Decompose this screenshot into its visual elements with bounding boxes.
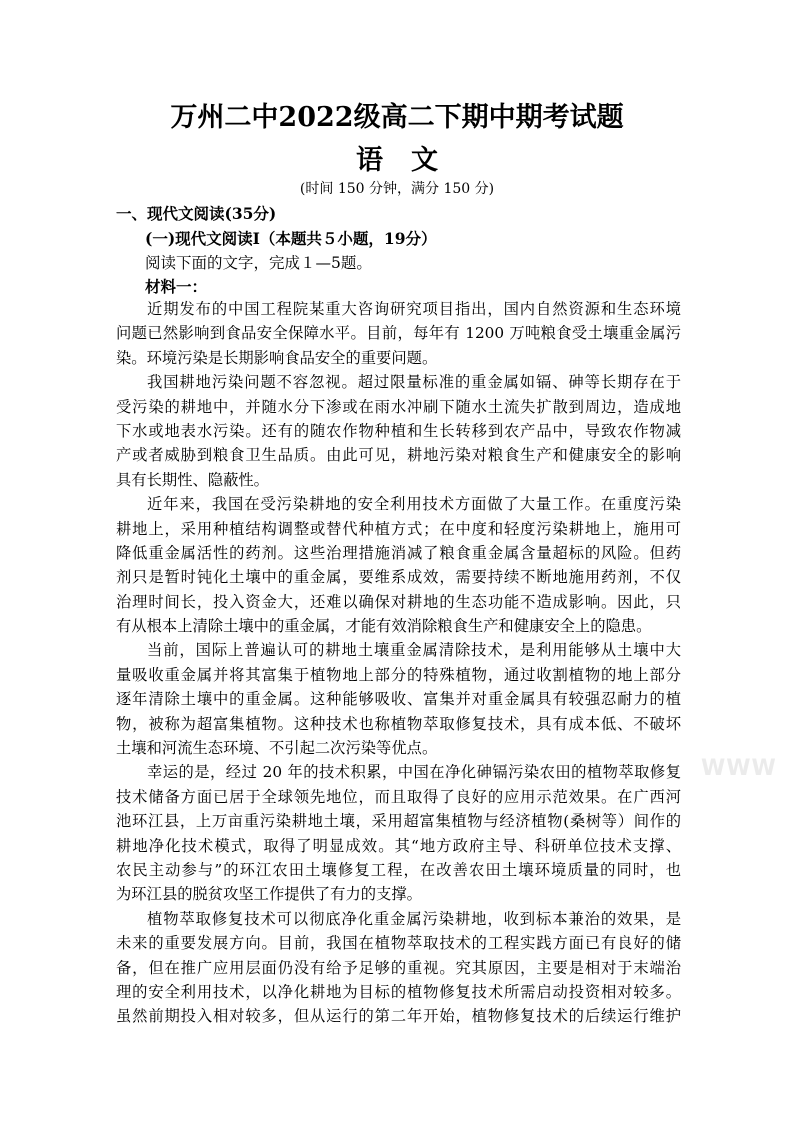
paragraph-line: 理的安全利用技术，以净化耕地为目标的植物修复技术所需启动投资相对较多。 [116, 982, 681, 1001]
paragraph-line: 逐年清除土壤中的重金属。这种能够吸收、富集并对重金属具有较强忍耐力的植 [116, 690, 681, 709]
paragraph-line: 土壤和河流生态环境、不引起二次污染等优点。 [116, 739, 438, 758]
paragraph-line: 降低重金属活性的药剂。这些治理措施消减了粮食重金属含量超标的风险。但药 [116, 543, 681, 562]
paragraph-line: 当前，国际上普遍认可的耕地土壤重金属清除技术，是利用能够从土壤中大 [147, 641, 681, 660]
exam-title: 万州二中2022级高二下期中期考试题 [170, 102, 624, 133]
paragraph-line: 农民主动参与”的环江农田土壤修复工程，在改善农田土壤环境质量的同时，也 [116, 860, 681, 879]
paragraph [116, 370, 681, 492]
paragraph-line: 技术储备方面已居于全球领先地位，而且取得了良好的应用示范效果。在广西河 [116, 787, 681, 806]
paragraph [116, 760, 681, 906]
paragraph-line: 具有长期性、隐蔽性。 [116, 470, 269, 489]
paragraph-line: 为环江县的脱贫攻坚工作提供了有力的支撑。 [116, 885, 422, 904]
subject-title: 语文 [356, 145, 466, 176]
paragraph-line: 池环江县，上万亩重污染耕地土壤，采用超富集植物与经济植物(桑树等）间作的 [116, 812, 681, 831]
paragraph-line: 植物萃取修复技术可以彻底净化重金属污染耕地，收到标本兼治的效果，是 [147, 909, 681, 928]
time-score-note: (时间 150 分钟，满分 150 分) [299, 181, 495, 197]
paragraph [116, 492, 681, 638]
paragraph [116, 907, 681, 1029]
paragraph-line: 备，但在推广应用层面仍没有给予足够的重视。究其原因，主要是相对于末端治 [116, 958, 681, 977]
faint-watermark: WWW [701, 756, 777, 781]
paragraph [116, 297, 681, 370]
paragraph-line: 近期发布的中国工程院某重大咨询研究项目指出，国内自然资源和生态环境 [147, 300, 681, 318]
reading-passage [116, 297, 681, 1029]
reading-instruction: 阅读下面的文字，完成１—5题。 [145, 254, 372, 272]
paragraph-line: 幸运的是，经过 20 年的技术积累，中国在净化砷镉污染农田的植物萃取修复 [147, 763, 681, 782]
paragraph-line: 耕地净化技术模式，取得了明显成效。其“地方政府主导、科研单位技术支撑、 [116, 836, 681, 855]
paragraph-line: 产或者威胁到粮食卫生品质。由此可见，耕地污染对粮食生产和健康安全的影响 [116, 446, 681, 465]
paragraph-line: 受污染的耕地中，并随水分下渗或在雨水冲刷下随水土流失扩散到周边，造成地 [116, 397, 681, 416]
paragraph-line: 问题已然影响到食品安全保障水平。目前，每年有 1200 万吨粮食受土壤重金属污 [116, 324, 681, 343]
paragraph-line: 下水或地表水污染。还有的随农作物种植和生长转移到农产品中，导致农作物减 [116, 421, 681, 440]
material-label: 材料一： [145, 277, 208, 296]
paragraph-line: 剂只是暂时钝化土壤中的重金属，要维系成效，需要持续不断地施用药剂，不仅 [116, 568, 681, 587]
paragraph [116, 638, 681, 760]
paragraph-line: 虽然前期投入相对较多，但从运行的第二年开始，植物修复技术的后续运行维护 [116, 1007, 681, 1026]
paragraph-line: 耕地上，采用种植结构调整或替代种植方式；在中度和轻度污染耕地上，施用可 [116, 519, 681, 538]
paragraph-line: 未来的重要发展方向。目前，我国在植物萃取技术的工程实践方面已有良好的储 [116, 934, 681, 953]
paragraph-line: 我国耕地污染问题不容忽视。超过限量标准的重金属如镉、砷等长期存在于 [147, 373, 681, 392]
paragraph-line: 物，被称为超富集植物。这种技术也称植物萃取修复技术，具有成本低、不破坏 [116, 714, 681, 733]
subsection-heading: (一)现代文阅读Ⅰ（本题共５小题，19分） [145, 229, 437, 248]
section-heading: 一、现代文阅读(35分) [116, 204, 277, 223]
paragraph-line: 量吸收重金属并将其富集于植物地上部分的特殊植物，通过收割植物的地上部分 [116, 665, 681, 684]
paragraph-line: 有从根本上清除土壤中的重金属，才能有效消除粮食生产和健康安全上的隐患。 [116, 617, 652, 636]
paragraph-line: 近年来，我国在受污染耕地的安全利用技术方面做了大量工作。在重度污染 [147, 495, 681, 514]
paragraph-line: 染。环境污染是长期影响食品安全的重要问题。 [116, 348, 438, 367]
paragraph-line: 治理时间长，投入资金大，还难以确保对耕地的生态功能不造成影响。因此，只 [116, 592, 681, 611]
